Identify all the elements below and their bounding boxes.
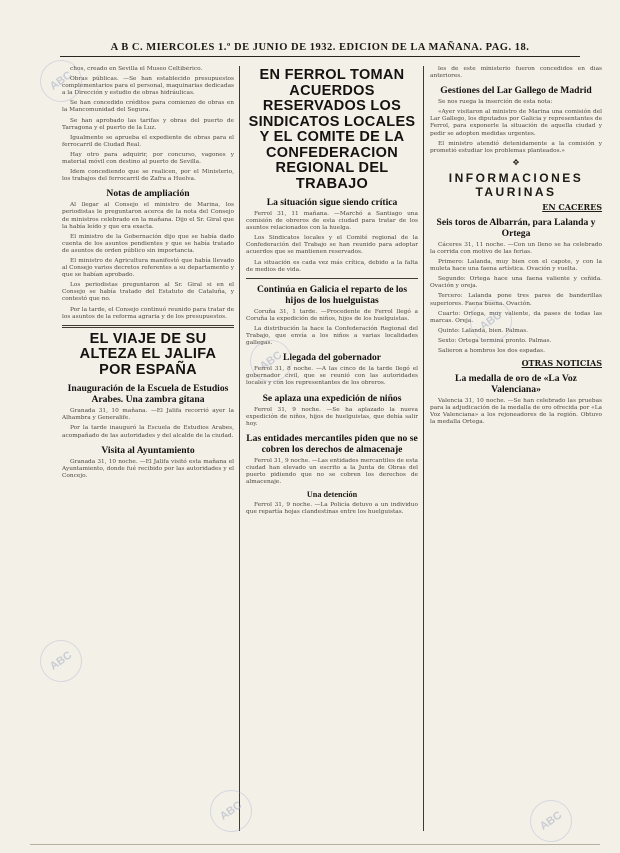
- article-paragraph: Los periodistas preguntaron al Sr. Giral si en el Consejo se había tratado del Estatuto de Cataluña, y contestó que no.: [62, 282, 234, 303]
- column-left: [62, 66, 234, 835]
- headline-continua: Continúa en Galicia el reparto de los hijos de los huelguistas: [256, 283, 408, 306]
- headline-aplaza: Se aplaza una expedición de niños: [262, 392, 402, 404]
- article-paragraph: Igualmente se aprueba el expediente de obras para el ferrocarril de Ciudad Real.: [62, 134, 234, 148]
- article-paragraph: «Ayer visitaron al ministro de Marina una comisión del Lar Gallego, los diputados por Galicia y representantes de Ferrol, para exponerle la situación de aquella ciudad y pedir se adopten medidas urgentes.: [430, 109, 602, 137]
- article-paragraph: Cáceres 31, 11 noche. —Con un lleno se ha celebrado la corrida con motivo de las ferias.: [430, 241, 602, 255]
- article-paragraph: Coruña 31, 1 tarde. —Procedente de Ferrol llegó a Coruña la expedición de niños, hijos de los huelguistas.: [246, 308, 418, 322]
- headline-taurinas: INFORMACIONES TAURINAS: [448, 170, 584, 199]
- column-center: [246, 66, 418, 835]
- column-rule: [423, 66, 424, 831]
- page-header: A B C. MIERCOLES 1.º DE JUNIO DE 1932. EDICION DE LA MAÑANA. PAG. 18.: [60, 42, 580, 57]
- headline-medalla: La medalla de oro de «La Voz Valenciana»: [455, 373, 577, 396]
- article-paragraph: Al llegar al Consejo el ministro de Marina, los periodistas le preguntaron acerca de la nota del Consejo de ministros celebrado en la mañana. Dijo el Sr. Giral que la había leído y que era exacta.: [62, 202, 234, 230]
- watermark-stamp: ABC: [32, 52, 90, 110]
- separator: [246, 278, 418, 279]
- article-paragraph: La situación es cada vez más crítica, debido a la falta de medios de vida.: [246, 259, 418, 273]
- article-paragraph: Ferrol 31, 9 noche. —La Policía detuvo a un individuo que repartía hojas clandestinas entre los huelguistas.: [246, 502, 418, 516]
- article-paragraph: El ministro de Agricultura manifestó que había llevado al Consejo varios decretos referentes a su departamento y que se habían aprobado.: [62, 257, 234, 279]
- headline-detencion: Una detención: [306, 490, 358, 500]
- article-paragraph: Ferrol 31, 9 noche. —Se ha aplazado la nueva expedición de niños, hijos de huelguistas, que debía salir hoy.: [246, 406, 418, 427]
- article-paragraph: Se han aprobado las tarifas y obras del puerto de Tarragona y el puerto de la Luz.: [62, 117, 234, 131]
- watermark-stamp: ABC: [522, 792, 580, 850]
- article-paragraph: Granada 31, 10 mañana. —El Jalifa recorrió ayer la Alhambra y Generalife.: [62, 408, 234, 422]
- separator: [62, 325, 234, 328]
- article-paragraph: Los Sindicatos locales y el Comité regional de la Confederación del Trabajo se han reunido para adoptar acuerdos que se mantienen reservados.: [246, 235, 418, 256]
- column-rule: [239, 66, 240, 831]
- article-paragraph: Por la tarde, el Consejo continuó reunido para tratar de los asuntos de la reforma agraria y de los presupuestos.: [62, 306, 234, 320]
- watermark-stamp: ABC: [462, 292, 520, 350]
- article-paragraph: Valencia 31, 10 noche. —Se han celebrado las pruebas para la adjudicación de la medalla de oro ofrecida por «La Voz Valenciana» a los rejoneadores de la región. Obtuvo la medalla Ortega.: [430, 398, 602, 426]
- article-paragraph: Cuarto: Ortega, muy valiente, da pases de todas las marcas. Oreja.: [430, 310, 602, 324]
- headline-main: EN FERROL TOMAN ACUERDOS RESERVADOS LOS SINDICATOS LOCALES Y EL COMITE DE LA CONFEDERACION REGIONAL DEL TRABAJO: [248, 67, 416, 192]
- article-paragraph: Sexto: Ortega termina pronto. Palmas.: [438, 337, 552, 344]
- dateline-place: EN CACERES: [542, 201, 602, 212]
- article-paragraph: Granada 31, 10 noche. —El Jalifa visitó esta mañana el Ayuntamiento, donde fué recibido por las autoridades y el Concejo.: [62, 458, 234, 479]
- article-paragraph: Hay otro para adquirir, por concurso, vagones y material móvil con destino al puerto de Sevilla.: [62, 151, 234, 166]
- article-paragraph: Tercero: Lalanda pone tres pares de banderillas superiores. Faena buena. Ovación.: [430, 293, 602, 307]
- article-paragraph: Segundo: Ortega hace una faena valiente y ceñida. Ovación y oreja.: [430, 276, 602, 290]
- article-paragraph: El ministro atendió detenidamente a la comisión y prometió estudiar los problemas planteados.»: [430, 140, 602, 154]
- article-paragraph: La distribución la hace la Confederación Regional del Trabajo, que envía a los niños a varias localidades gallegas.: [246, 325, 418, 347]
- subheadline-viaje: Inauguración de la Escuela de Estudios Arabes. Una zambra gitana: [67, 383, 229, 406]
- article-paragraph: Quinto: Lalanda, bien. Palmas.: [438, 327, 529, 334]
- column-right: [430, 66, 602, 835]
- article-paragraph: Ferrol 31, 8 noche. —A las cinco de la tarde llegó el gobernador civil, que se reunió con las autoridades locales y con los representantes de los obreros.: [246, 366, 418, 387]
- article-paragraph: El ministro de la Gobernación dijo que se había dado cuenta de los asuntos pendientes y que se había tratado de asuntos de orden público sin importancia.: [62, 233, 234, 254]
- article-paragraph: Salieron a hombros los dos espadas.: [438, 347, 545, 354]
- headline-viaje: EL VIAJE DE SU ALTEZA EL JALIFA POR ESPAÑA: [79, 330, 217, 378]
- article-paragraph: Ferrol 31, 11 mañana. —Marchó a Santiago una comisión de obreros de esta ciudad para tratar de los asuntos relacionados con la huelga.: [246, 211, 418, 232]
- headline-gobernador: Llegada del gobernador: [282, 352, 382, 364]
- ornament-icon: ✥: [512, 157, 520, 167]
- headline-visita: Visita al Ayuntamiento: [101, 444, 195, 456]
- headline-entidades: Las entidades mercantiles piden que no se cobren los derechos de almacenaje: [246, 432, 418, 455]
- article-paragraph: Se han concedido créditos para comienzo de obras en la Mancomunidad del Segura.: [62, 100, 234, 114]
- article-paragraph: Por la tarde inauguró la Escuela de Estudios Arabes, acompañado de las autoridades y del alcalde de la ciudad.: [62, 425, 234, 439]
- article-paragraph: Idem concediendo que se realicen, por el Ministerio, los trabajos del ferrocarril de Zafra a Huelva.: [62, 169, 234, 183]
- article-paragraph: Obras públicas. —Se han establecido presupuestos complementarios para el personal, maquinarias dedicadas a la Dirección y estudio de obras hidráulicas.: [62, 76, 234, 97]
- article-paragraph: Primero: Lalanda, muy bien con el capote, y con la muleta hace una faena artística. Ovación y vuelta.: [430, 259, 602, 273]
- headline-notas: Notas de ampliación: [106, 188, 190, 200]
- watermark-stamp: ABC: [202, 782, 260, 840]
- article-paragraph: les de este ministerio fueron concedidos en días anteriores.: [430, 66, 602, 80]
- headline-gestiones: Gestiones del Lar Gallego de Madrid: [440, 85, 592, 97]
- footer-rule: [30, 844, 600, 845]
- watermark-stamp: ABC: [32, 632, 90, 690]
- article-paragraph: Ferrol 31, 9 noche. —Las entidades mercantiles de esta ciudad han elevado un escrito a la Junta de Obras del puerto pidiendo que no se cobren los derechos de almacenaje.: [246, 457, 418, 486]
- subheadline-taurinas: Seis toros de Albarrán, para Lalanda y Ortega: [436, 216, 596, 239]
- headline-situacion: La situación sigue siendo crítica: [266, 197, 398, 208]
- article-paragraph: Se nos ruega la inserción de esta nota:: [438, 99, 553, 106]
- article-paragraph: chos, creado en Sevilla el Museo Celtibérico.: [70, 66, 203, 72]
- watermark-stamp: ABC: [242, 332, 300, 390]
- section-otras-noticias: OTRAS NOTICIAS: [521, 358, 602, 369]
